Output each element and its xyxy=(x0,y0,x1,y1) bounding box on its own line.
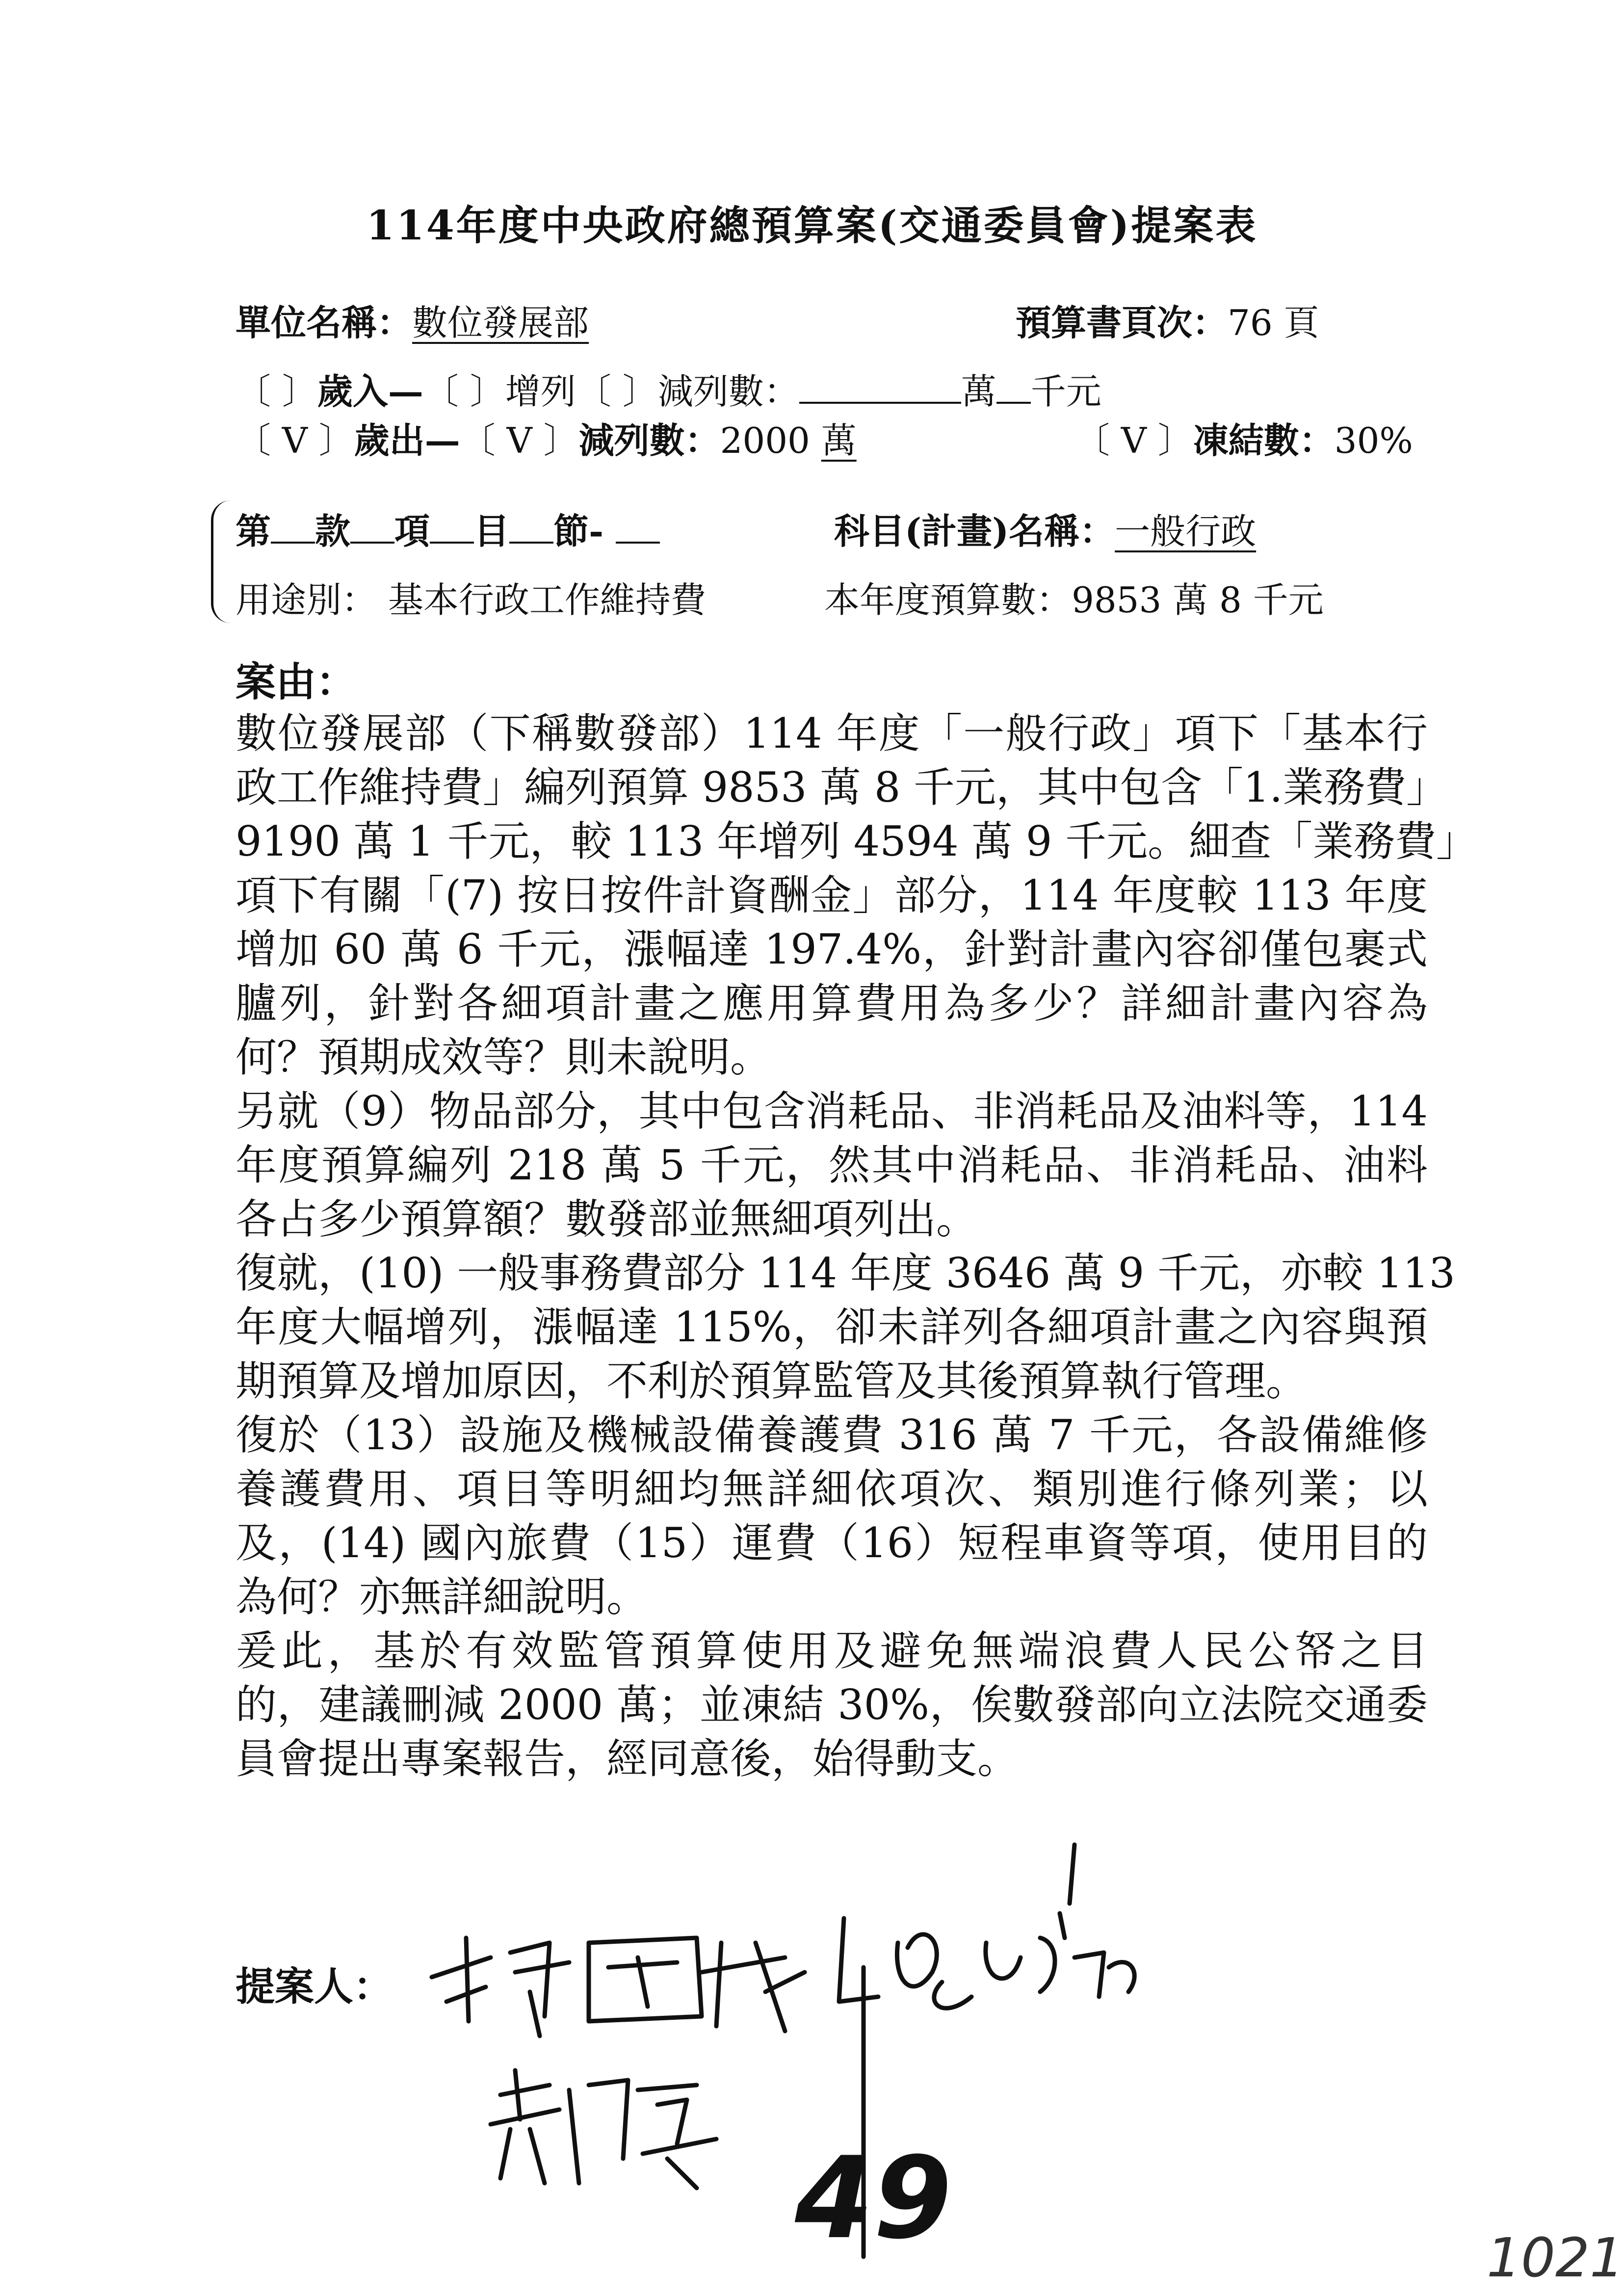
reason-line: 項下有關「(7) 按日按件計資酬金」部分，114 年度較 113 年度 xyxy=(236,871,1428,919)
proposer-label: 提案人： xyxy=(236,1963,393,2009)
decrease-unit: 萬 xyxy=(821,420,857,461)
reason-line: 臚列，針對各細項計畫之應用算費用為多少？詳細計畫內容為 xyxy=(236,979,1428,1027)
reason-line: 為何？亦無詳細說明。 xyxy=(236,1573,648,1621)
reason-line: 增加 60 萬 6 千元，漲幅達 197.4%，針對計畫內容卻僅包裹式 xyxy=(236,925,1428,973)
increase-checkbox: 〔 〕 xyxy=(423,371,505,412)
page-stamp: 1021 xyxy=(1487,2226,1624,2289)
annual-budget-value: 9853 萬 8 千元 xyxy=(1072,579,1324,621)
decrease-label: 減列數： xyxy=(657,371,799,412)
section-mu: 目 xyxy=(474,510,510,552)
reason-line: 年度大幅增列，漲幅達 115%，卻未詳列各細項計畫之內容與預 xyxy=(236,1303,1428,1351)
reason-line: 的，建議刪減 2000 萬；並凍結 30%，俟數發部向立法院交通委 xyxy=(236,1681,1428,1729)
annual-budget-label: 本年度預算數： xyxy=(824,579,1072,621)
revenue-label: 歲入— xyxy=(317,370,423,412)
unit-thousand: 千元 xyxy=(1030,371,1101,412)
reason-line: 另就（9）物品部分，其中包含消耗品、非消耗品及油料等，114 xyxy=(236,1087,1428,1135)
freeze-checkbox: 〔 V 〕 xyxy=(1074,420,1193,461)
reason-line: 及，(14) 國內旅費（15）運費（16）短程車資等項，使用目的 xyxy=(236,1519,1428,1567)
reason-line: 9190 萬 1 千元，較 113 年增列 4594 萬 9 千元。細查「業務費」 xyxy=(236,817,1478,865)
usage-value: 基本行政工作維持費 xyxy=(388,579,706,621)
budget-page-value: 76 頁 xyxy=(1228,302,1319,343)
unit-value: 數位發展部 xyxy=(412,302,589,343)
reason-line: 養護費用、項目等明細均無詳細依項次、類別進行條列業；以 xyxy=(236,1465,1428,1513)
decrease-checkbox: 〔 V 〕 xyxy=(460,420,579,461)
decrease-checkbox: 〔 〕 xyxy=(576,371,658,412)
revenue-checkbox: 〔 〕 xyxy=(236,371,317,412)
unit-label: 單位名稱： xyxy=(236,302,413,343)
subject-value: 一般行政 xyxy=(1115,511,1257,552)
signature-1 xyxy=(432,1938,805,2036)
reason-line: 復於（13）設施及機械設備養護費 316 萬 7 千元，各設備維修 xyxy=(236,1411,1428,1459)
section-jie: 節- xyxy=(553,510,603,552)
handwritten-number: 49 xyxy=(795,2133,952,2264)
increase-label: 增列 xyxy=(505,371,576,412)
reason-line: 數位發展部（下稱數發部）114 年度「一般行政」項下「基本行 xyxy=(236,709,1428,757)
page-title: 114年度中央政府總預算案(交通委員會)提案表 xyxy=(366,202,1258,249)
reason-line: 復就，(10) 一般事務費部分 114 年度 3646 萬 9 千元，亦較 113 xyxy=(236,1249,1455,1297)
expense-label: 歲出— xyxy=(354,419,460,461)
reason-line: 何？預期成效等？則未說明。 xyxy=(236,1033,772,1081)
reason-line: 期預算及增加原因，不利於預算監管及其後預算執行管理。 xyxy=(236,1357,1308,1405)
decrease-label: 減列數： xyxy=(578,419,720,461)
reason-line: 各占多少預算額？數發部並無細項列出。 xyxy=(236,1195,978,1243)
reason-heading: 案由： xyxy=(236,658,357,705)
signature-2 xyxy=(491,2070,716,2188)
expense-checkbox: 〔 V 〕 xyxy=(236,420,354,461)
reason-line: 員會提出專案報告，經同意後，始得動支。 xyxy=(236,1735,1019,1783)
freeze-label: 凍結數： xyxy=(1193,419,1335,461)
section-kuan: 款 xyxy=(315,510,351,552)
reason-line: 爰此，基於有效監管預算使用及避免無端浪費人民公帑之目 xyxy=(236,1627,1428,1675)
section-di: 第 xyxy=(236,510,271,552)
unit-wan: 萬 xyxy=(961,371,996,412)
decrease-amount: 2000 xyxy=(720,420,810,461)
subject-label: 科目(計畫)名稱： xyxy=(834,510,1115,552)
section-xiang: 項 xyxy=(394,510,430,552)
usage-label: 用途別： xyxy=(236,579,377,621)
budget-page-label: 預算書頁次： xyxy=(1016,302,1228,343)
reason-line: 年度預算編列 218 萬 5 千元，然其中消耗品、非消耗品、油料 xyxy=(236,1141,1428,1189)
reason-line: 政工作維持費」編列預算 9853 萬 8 千元，其中包含「1.業務費」 xyxy=(236,763,1448,811)
freeze-value: 30% xyxy=(1334,420,1413,461)
